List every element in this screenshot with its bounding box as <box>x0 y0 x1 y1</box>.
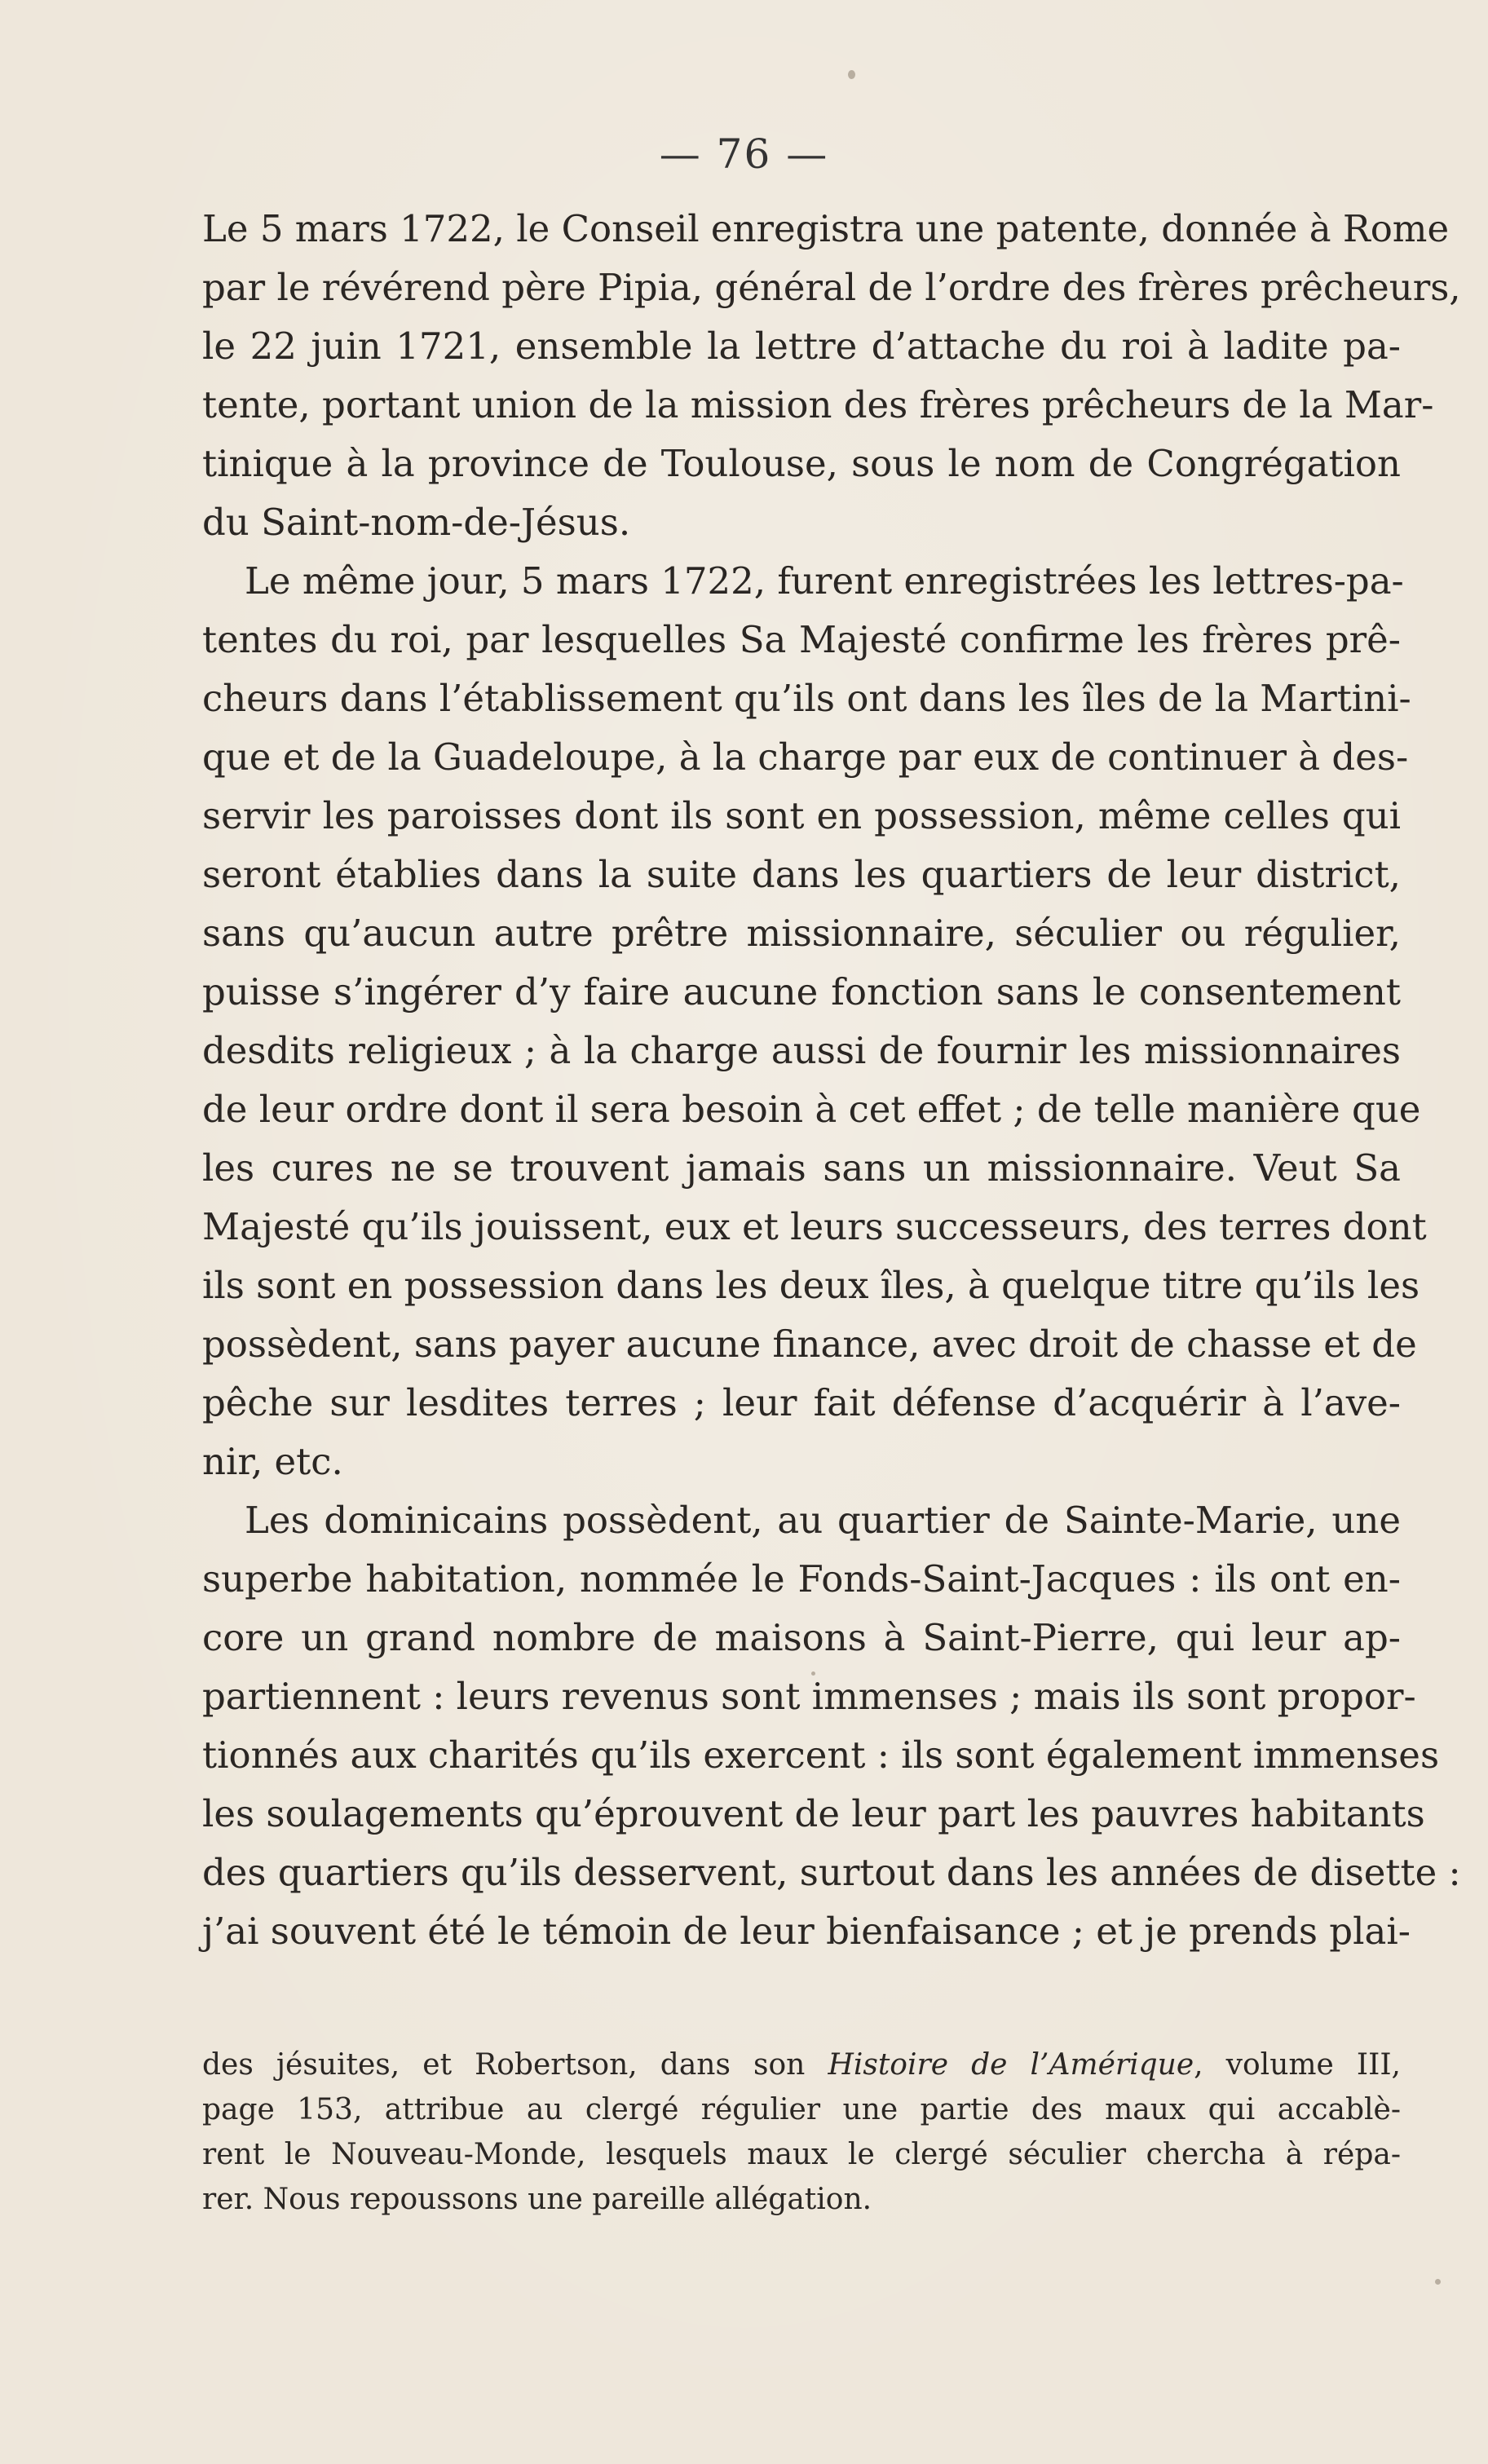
text-line: partiennent : leurs revenus sont immenses ; mais ils sont propor- <box>202 1675 1416 1718</box>
paragraph-1 <box>202 200 1461 552</box>
text-line: ils sont en possession dans les deux îles, à quelque titre qu’ils les <box>202 1264 1420 1307</box>
text-line: tinique à la province de Toulouse, sous le nom de Congrégation <box>202 442 1401 485</box>
paper-speck <box>1435 2279 1441 2285</box>
text-line: les cures ne se trouvent jamais sans un missionnaire. Veut Sa <box>202 1146 1401 1190</box>
footnote-line: rer. Nous repoussons une pareille allégation. <box>202 2183 872 2216</box>
text-line: Le 5 mars 1722, le Conseil enregistra une patente, donnée à Rome <box>202 207 1450 250</box>
text-line: desdits religieux ; à la charge aussi de fournir les missionnaires <box>202 1029 1401 1072</box>
text-line: tionnés aux charités qu’ils exercent : ils sont également immenses <box>202 1733 1440 1777</box>
text-line: des quartiers qu’ils desservent, surtout dans les années de disette : <box>202 1851 1461 1894</box>
text-line: j’ai souvent été le témoin de leur bienfaisance ; et je prends plai- <box>202 1910 1411 1953</box>
paper-speck <box>848 70 855 79</box>
footnote <box>202 2042 1401 2222</box>
text-line: du Saint-nom-de-Jésus. <box>202 501 631 544</box>
text-line: pêche sur lesdites terres ; leur fait défense d’acquérir à l’ave- <box>202 1381 1401 1424</box>
footnote-text: , volume III, <box>1194 2048 1402 2082</box>
text-line: puisse s’ingérer d’y faire aucune fonction sans le consentement <box>202 970 1401 1013</box>
footnote-text: des jésuites, et Robertson, dans son <box>202 2048 828 2082</box>
paragraph-2 <box>202 552 1427 1491</box>
text-line: sans qu’aucun autre prêtre missionnaire, séculier ou régulier, <box>202 912 1401 955</box>
text-line: le 22 juin 1721, ensemble la lettre d’attache du roi à ladite pa- <box>202 325 1401 368</box>
text-line: servir les paroisses dont ils sont en possession, même celles qui <box>202 794 1401 837</box>
text-line: Majesté qu’ils jouissent, eux et leurs successeurs, des terres dont <box>202 1205 1427 1248</box>
text-line: Les dominicains possèdent, au quartier de Sainte-Marie, une <box>245 1499 1401 1542</box>
body-text <box>202 200 1461 1961</box>
text-line: core un grand nombre de maisons à Saint-Pierre, qui leur ap- <box>202 1616 1401 1659</box>
text-line: tentes du roi, par lesquelles Sa Majesté confirme les frères prê- <box>202 618 1401 661</box>
text-line: de leur ordre dont il sera besoin à cet effet ; de telle manière que <box>202 1088 1421 1131</box>
text-line: par le révérend père Pipia, général de l’ordre des frères prêcheurs, <box>202 266 1461 309</box>
text-line: tente, portant union de la mission des frères prêcheurs de la Mar- <box>202 383 1434 426</box>
text-line: possèdent, sans payer aucune finance, avec droit de chasse et de <box>202 1323 1417 1366</box>
page-number: — 76 — <box>659 130 829 178</box>
text-line: superbe habitation, nommée le Fonds-Saint-Jacques : ils ont en- <box>202 1557 1401 1601</box>
text-line: les soulagements qu’éprouvent de leur part les pauvres habitants <box>202 1792 1425 1835</box>
text-line: que et de la Guadeloupe, à la charge par eux de continuer à des- <box>202 735 1409 779</box>
text-line: nir, etc. <box>202 1440 343 1483</box>
text-line: Le même jour, 5 mars 1722, furent enregistrées les lettres-pa- <box>245 559 1404 603</box>
text-line: seront établies dans la suite dans les quartiers de leur district, <box>202 853 1401 896</box>
text-line: cheurs dans l’établissement qu’ils ont dans les îles de la Martini- <box>202 677 1411 720</box>
footnote-line: page 153, attribue au clergé régulier une partie des maux qui accablè- <box>202 2093 1401 2126</box>
footnote-line <box>202 2042 1401 2087</box>
book-title: Histoire de l’Amérique <box>828 2048 1194 2082</box>
paragraph-3 <box>202 1491 1461 1961</box>
footnote-line: rent le Nouveau-Monde, lesquels maux le clergé séculier chercha à répa- <box>202 2138 1401 2171</box>
